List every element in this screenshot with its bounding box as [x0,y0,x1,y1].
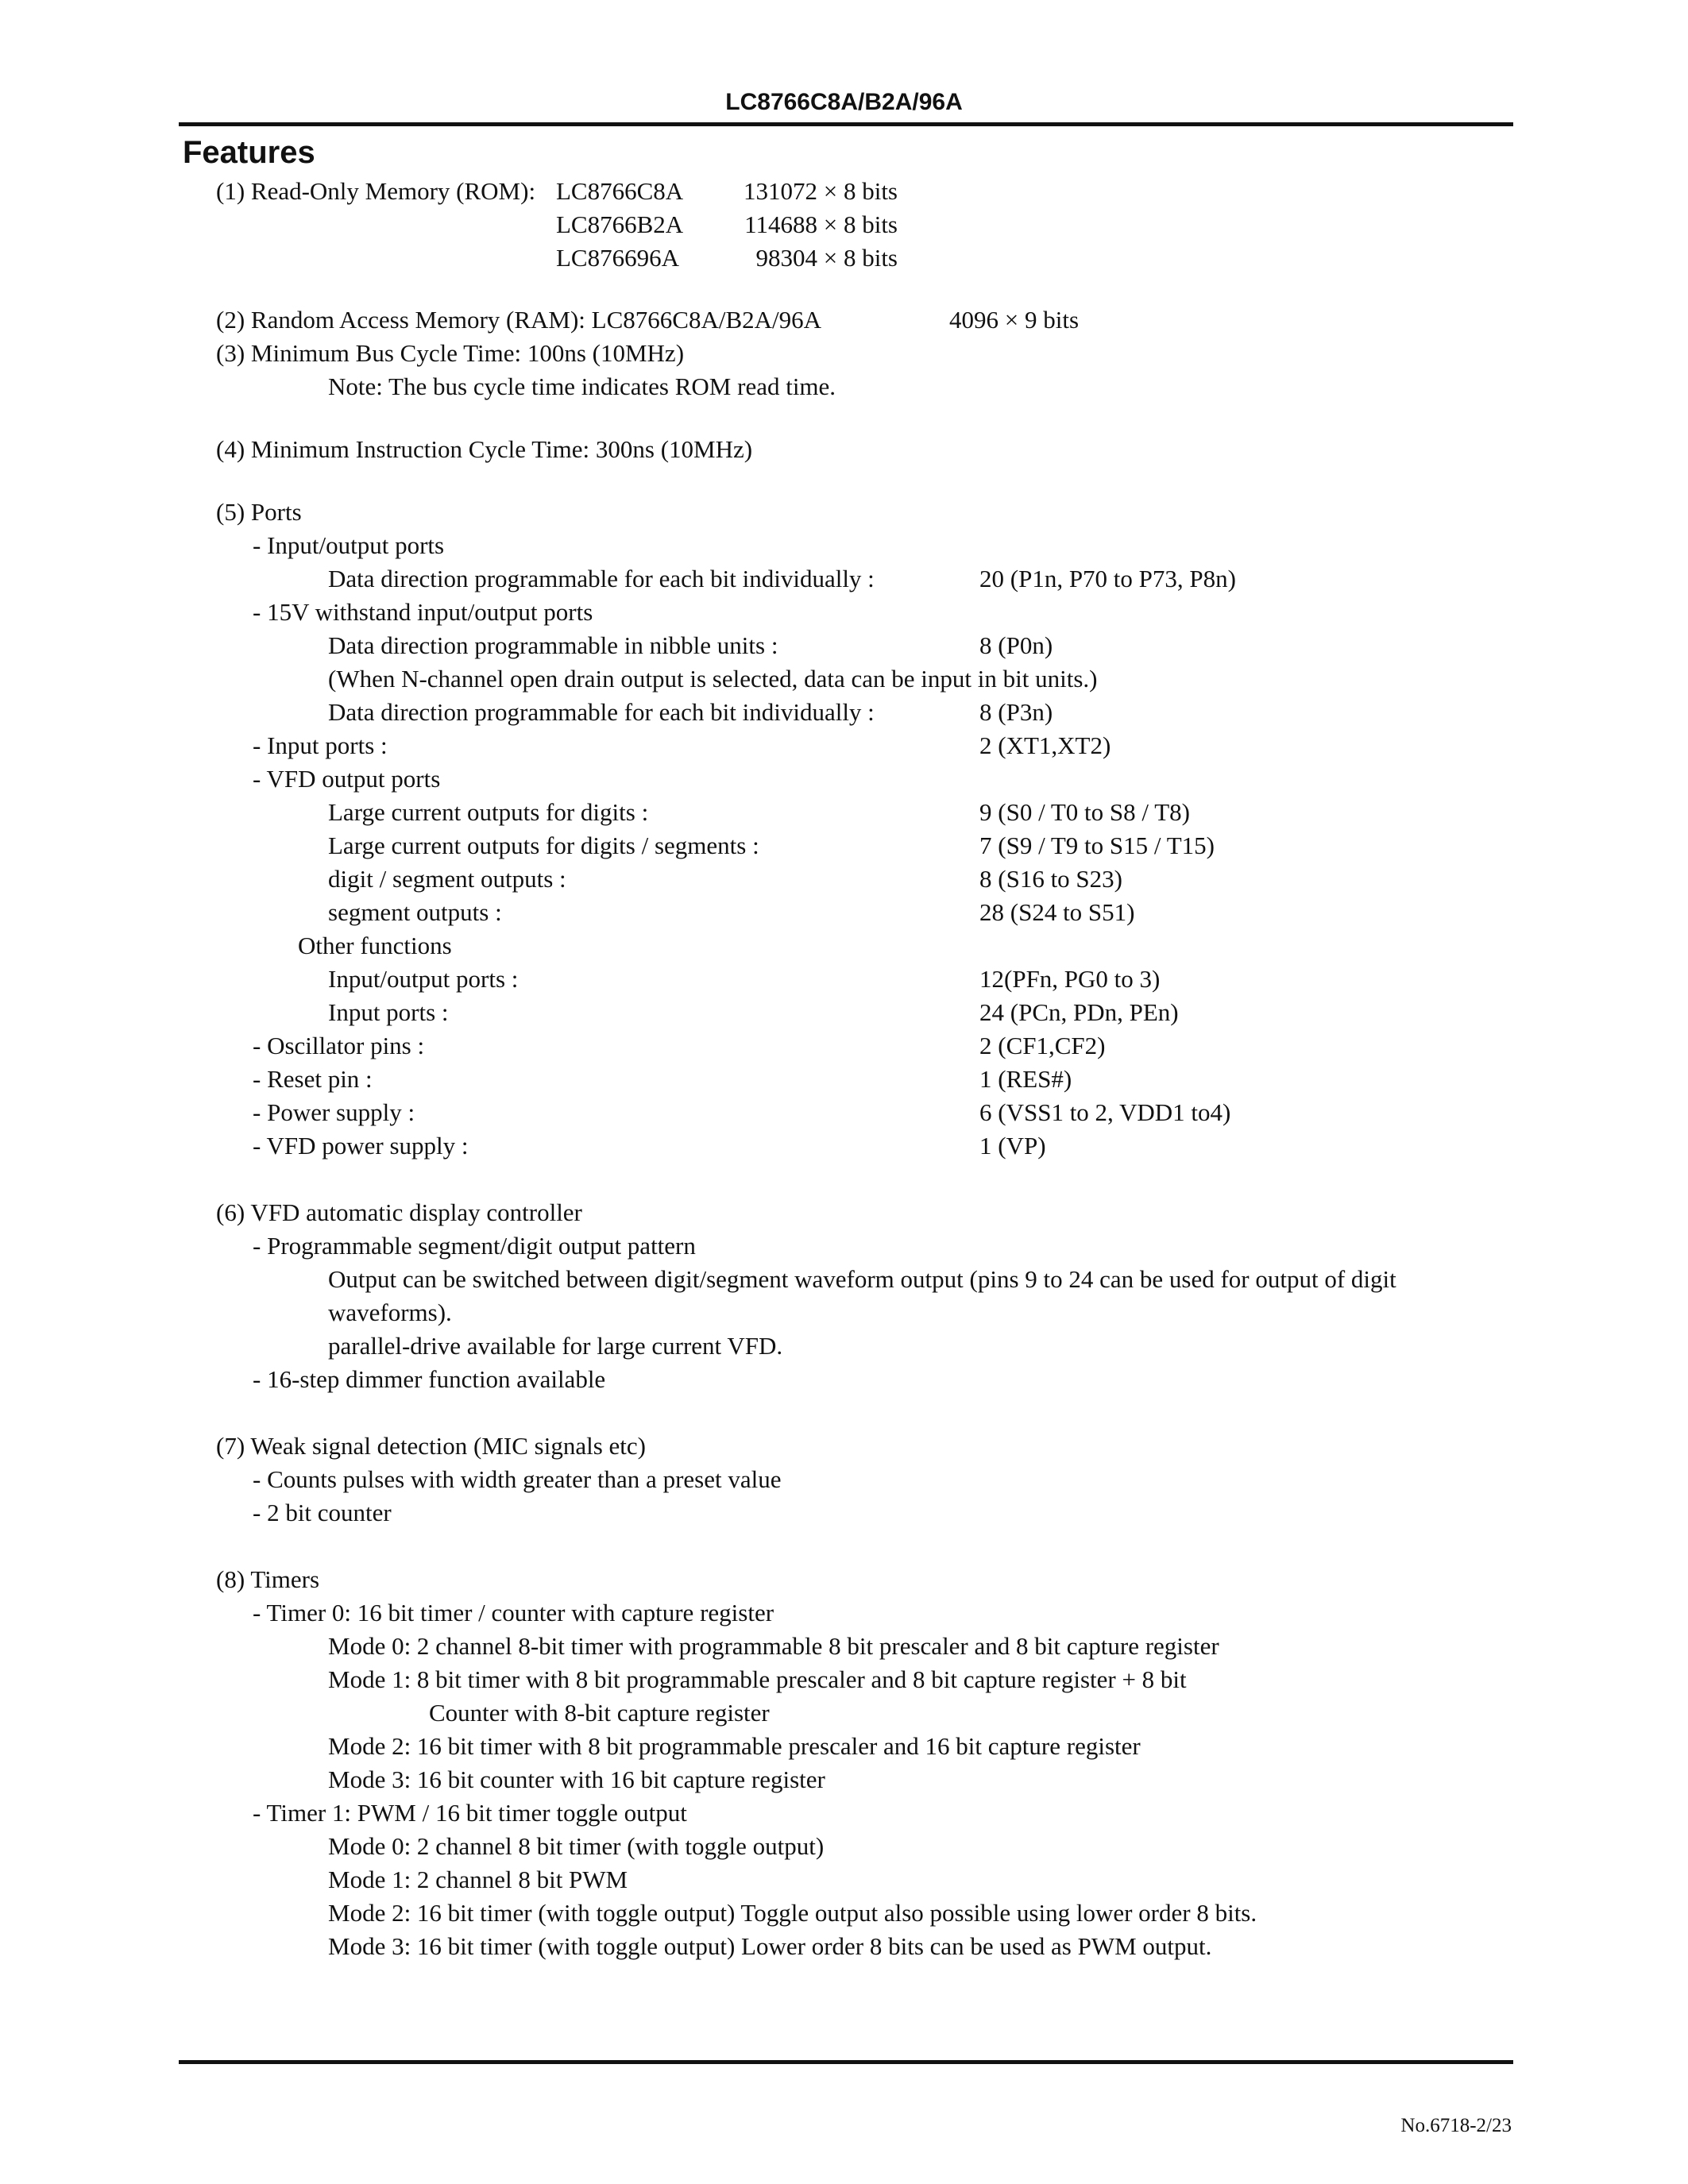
timer-mode-continued: Counter with 8-bit capture register [429,1699,770,1727]
section-heading: Features [183,135,315,170]
vfd-port-value: 7 (S9 / T9 to S15 / T15) [979,832,1215,859]
power-supply-value: 6 (VSS1 to 2, VDD1 to4) [979,1098,1231,1126]
input-ports-label: - Input ports : [253,731,388,759]
timer1-title: - Timer 1: PWM / 16 bit timer toggle output [253,1799,687,1827]
timer0-title: - Timer 0: 16 bit timer / counter with capture register [253,1599,774,1626]
bus-cycle-note: Note: The bus cycle time indicates ROM read time. [328,372,836,400]
document-header-title: LC8766C8A/B2A/96A [725,89,963,115]
reset-pin-value: 1 (RES#) [979,1065,1072,1093]
vfd-controller-desc: parallel-drive available for large current VFD. [328,1332,783,1360]
io-ports-title: - Input/output ports [253,531,445,559]
timer-mode: Mode 0: 2 channel 8 bit timer (with toggle output) [328,1832,825,1860]
vfd-port-desc: Large current outputs for digits : [328,798,649,826]
footer-rule [179,2060,1513,2064]
timer-mode: Mode 1: 8 bit timer with 8 bit programmable prescaler and 8 bit capture register + 8 bit [328,1665,1187,1693]
rom-label: (1) Read-Only Memory (ROM): [216,177,536,205]
v15-ports-desc: Data direction programmable in nibble units : [328,631,778,659]
weak-signal-item: - 2 bit counter [253,1499,392,1526]
vfd-controller-item: - 16-step dimmer function available [253,1365,606,1393]
rom-device: LC8766C8A [556,177,684,205]
vfd-port-value: 8 (S16 to S23) [979,865,1122,893]
timer-mode: Mode 1: 2 channel 8 bit PWM [328,1866,628,1893]
vfd-controller-title: (6) VFD automatic display controller [216,1198,582,1226]
other-port-value: 24 (PCn, PDn, PEn) [979,998,1179,1026]
power-supply-label: - Power supply : [253,1098,415,1126]
rom-size: 114688 × 8 bits [744,210,898,238]
vfd-port-value: 9 (S0 / T0 to S8 / T8) [979,798,1190,826]
rom-device: LC8766B2A [556,210,684,238]
ram-size: 4096 × 9 bits [949,306,1080,334]
other-port-desc: Input/output ports : [328,965,519,993]
v15-ports-desc: Data direction programmable for each bit individually : [328,698,875,726]
v15-ports-note: (When N-channel open drain output is selected, data can be input in bit units.) [328,665,1098,693]
instruction-cycle-label: (4) Minimum Instruction Cycle Time: 300ns (10MHz) [216,435,753,463]
weak-signal-item: - Counts pulses with width greater than a preset value [253,1465,782,1493]
vfd-controller-desc: Output can be switched between digit/segment waveform output (pins 9 to 24 can be used for output of digit [328,1265,1396,1293]
vfd-power-value: 1 (VP) [979,1132,1046,1160]
timer-mode: Mode 3: 16 bit counter with 16 bit capture register [328,1765,825,1793]
vfd-ports-title: - VFD output ports [253,765,441,793]
v15-ports-value: 8 (P0n) [979,631,1053,659]
ram-label: (2) Random Access Memory (RAM): LC8766C8A/B2A/96A [216,306,822,334]
reset-pin-label: - Reset pin : [253,1065,373,1093]
rom-size: 98304 × 8 bits [755,244,898,272]
io-ports-desc: Data direction programmable for each bit individually : [328,565,875,592]
io-ports-value: 20 (P1n, P70 to P73, P8n) [979,565,1236,592]
vfd-port-desc: digit / segment outputs : [328,865,566,893]
oscillator-pins-label: - Oscillator pins : [253,1032,425,1059]
timer-mode: Mode 0: 2 channel 8-bit timer with programmable 8 bit prescaler and 8 bit capture register [328,1632,1219,1660]
oscillator-pins-value: 2 (CF1,CF2) [979,1032,1106,1059]
vfd-port-desc: Large current outputs for digits / segments : [328,832,759,859]
timer-mode: Mode 3: 16 bit timer (with toggle output) Lower order 8 bits can be used as PWM output. [328,1932,1212,1960]
timers-title: (8) Timers [216,1565,320,1593]
vfd-port-desc: segment outputs : [328,898,502,926]
input-ports-value: 2 (XT1,XT2) [979,731,1111,759]
vfd-controller-desc: waveforms). [328,1298,452,1326]
vfd-controller-item: - Programmable segment/digit output pattern [253,1232,696,1260]
timer-mode: Mode 2: 16 bit timer (with toggle output) Toggle output also possible using lower order 8 bits. [328,1899,1257,1927]
timer-mode: Mode 2: 16 bit timer with 8 bit programmable prescaler and 16 bit capture register [328,1732,1141,1760]
ports-title: (5) Ports [216,498,302,526]
other-port-desc: Input ports : [328,998,449,1026]
rom-device: LC876696A [556,244,679,272]
vfd-port-value: 28 (S24 to S51) [979,898,1135,926]
bus-cycle-label: (3) Minimum Bus Cycle Time: 100ns (10MHz) [216,339,685,367]
vfd-power-label: - VFD power supply : [253,1132,469,1160]
weak-signal-title: (7) Weak signal detection (MIC signals etc) [216,1432,647,1460]
header-rule [179,122,1513,126]
rom-size: 131072 × 8 bits [743,177,898,205]
other-port-value: 12(PFn, PG0 to 3) [979,965,1161,993]
v15-ports-value: 8 (P3n) [979,698,1053,726]
v15-ports-title: - 15V withstand input/output ports [253,598,593,626]
page-number: No.6718-2/23 [1400,2115,1512,2136]
other-functions-title: Other functions [298,932,452,959]
